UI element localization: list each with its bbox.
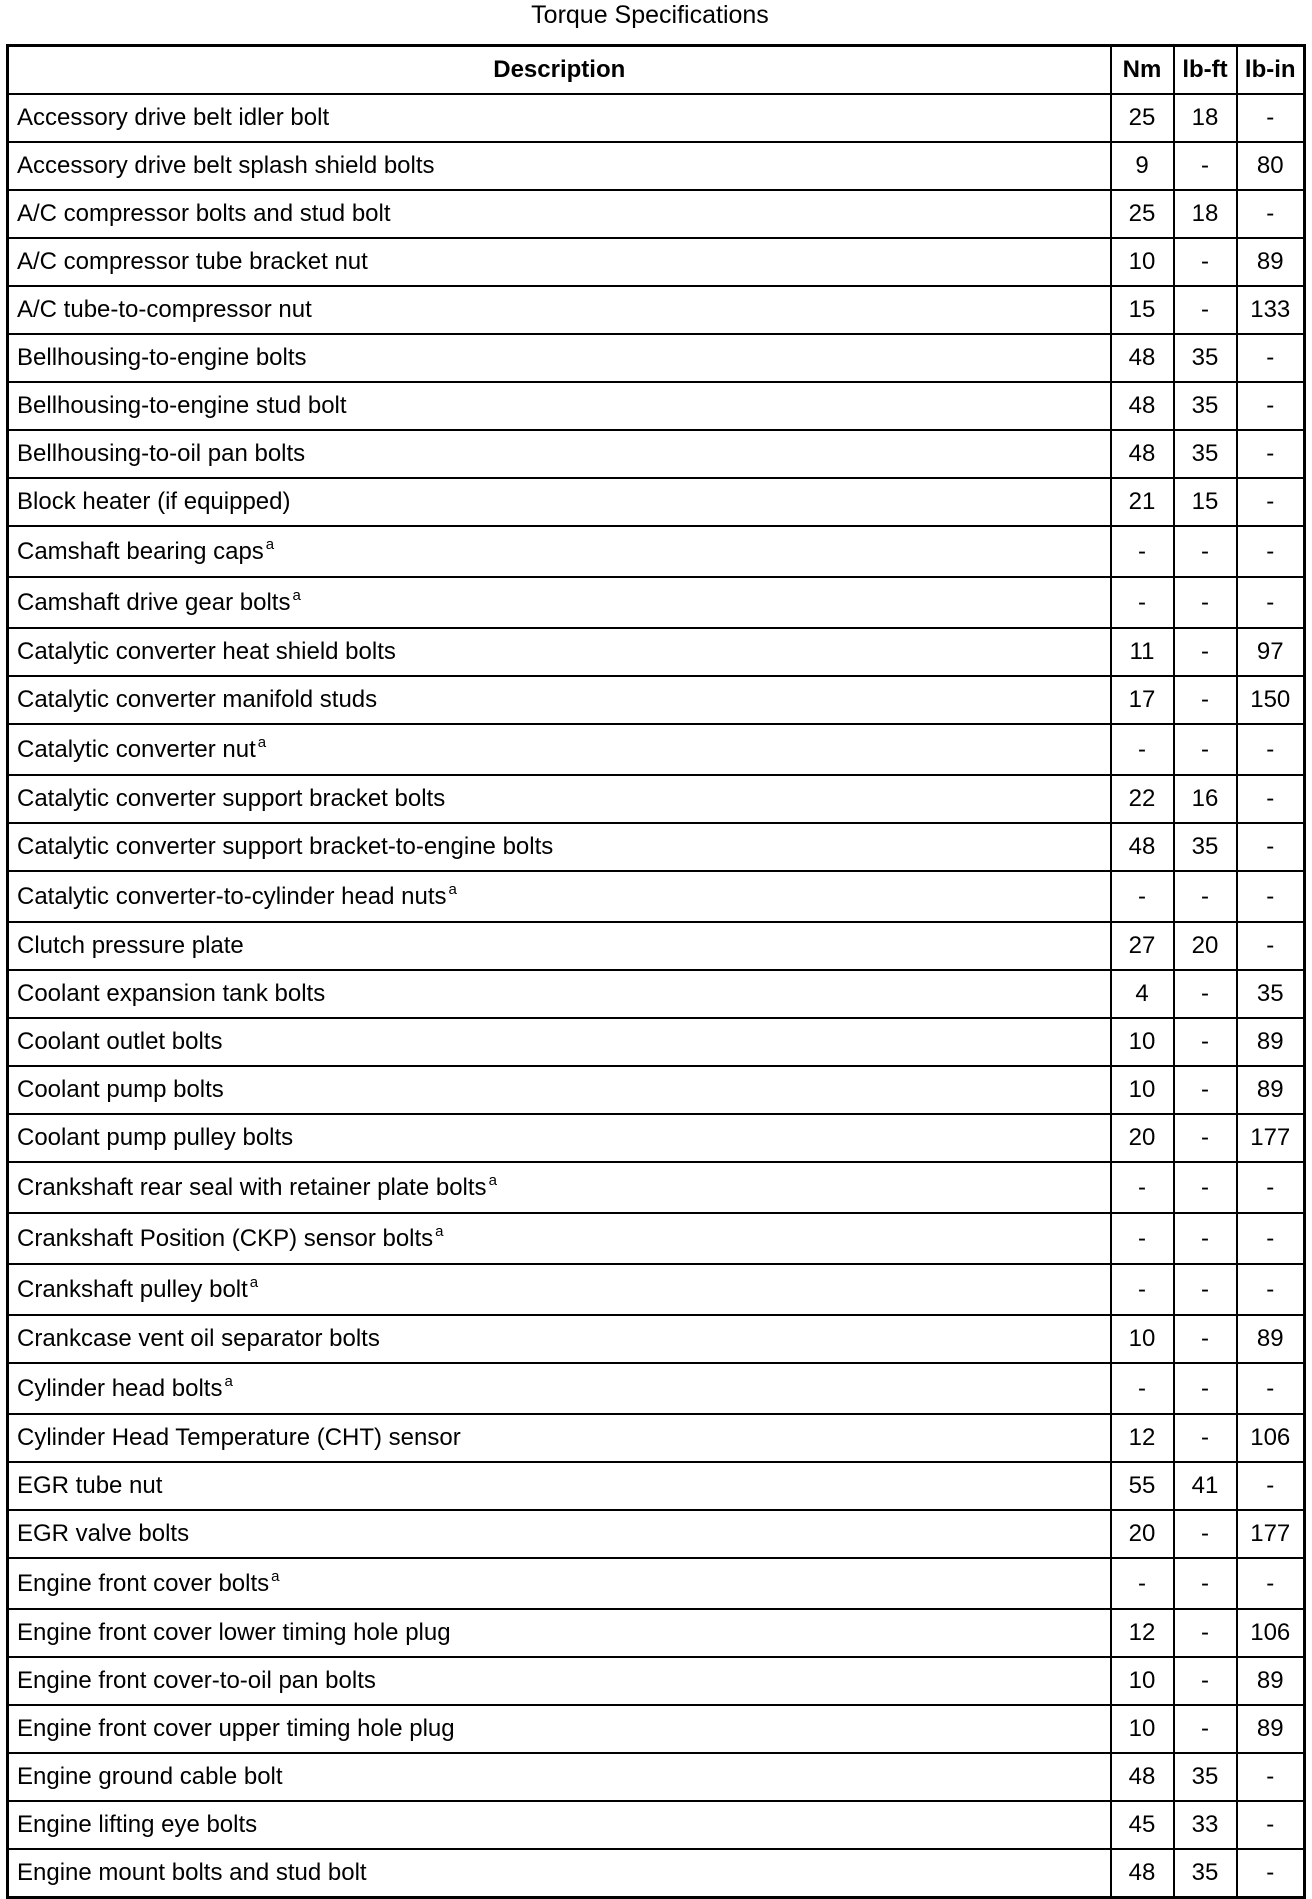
- cell-lbin: -: [1237, 1462, 1305, 1510]
- cell-lbin: -: [1237, 1363, 1305, 1414]
- description-text: Catalytic converter support bracket-to-engine bolts: [17, 833, 554, 860]
- cell-description: [8, 676, 1111, 724]
- cell-lbin: -: [1237, 190, 1305, 238]
- cell-lbft: -: [1174, 724, 1237, 775]
- cell-lbft: 33: [1174, 1801, 1237, 1849]
- cell-lbft: 35: [1174, 430, 1237, 478]
- description-text: Camshaft drive gear bolts: [17, 588, 291, 616]
- table-row: [8, 382, 1305, 430]
- cell-lbft: 35: [1174, 382, 1237, 430]
- table-row: [8, 628, 1305, 676]
- table-row: [8, 724, 1305, 775]
- description-text: Catalytic converter heat shield bolts: [17, 638, 396, 665]
- cell-nm: 4: [1111, 970, 1174, 1018]
- cell-lbft: 20: [1174, 922, 1237, 970]
- description-text: A/C compressor bolts and stud bolt: [17, 200, 391, 227]
- cell-lbft: -: [1174, 1558, 1237, 1609]
- cell-description: [8, 823, 1111, 871]
- cell-lbin: 89: [1237, 1066, 1305, 1114]
- description-text: Clutch pressure plate: [17, 932, 244, 959]
- cell-lbin: -: [1237, 823, 1305, 871]
- cell-nm: -: [1111, 526, 1174, 577]
- cell-lbin: -: [1237, 1801, 1305, 1849]
- cell-description: [8, 190, 1111, 238]
- table-row: [8, 871, 1305, 922]
- description-text: Engine front cover-to-oil pan bolts: [17, 1667, 376, 1694]
- cell-lbft: -: [1174, 970, 1237, 1018]
- table-row: [8, 286, 1305, 334]
- cell-nm: 9: [1111, 142, 1174, 190]
- description-text: Bellhousing-to-engine stud bolt: [17, 392, 347, 419]
- description-text: Crankshaft pulley bolt: [17, 1275, 248, 1303]
- table-row: [8, 577, 1305, 628]
- cell-lbft: -: [1174, 1213, 1237, 1264]
- cell-lbft: -: [1174, 1414, 1237, 1462]
- cell-nm: 55: [1111, 1462, 1174, 1510]
- cell-lbin: 133: [1237, 286, 1305, 334]
- table-row: [8, 1753, 1305, 1801]
- cell-lbft: -: [1174, 1018, 1237, 1066]
- cell-nm: -: [1111, 1264, 1174, 1315]
- cell-description: [8, 1510, 1111, 1558]
- table-row: [8, 526, 1305, 577]
- cell-nm: -: [1111, 1558, 1174, 1609]
- table-row: [8, 94, 1305, 142]
- cell-nm: 21: [1111, 478, 1174, 526]
- footnote-marker: a: [435, 1222, 444, 1240]
- cell-nm: 10: [1111, 1066, 1174, 1114]
- cell-description: [8, 1558, 1111, 1609]
- cell-lbft: -: [1174, 142, 1237, 190]
- cell-lbin: -: [1237, 1162, 1305, 1213]
- cell-lbft: 18: [1174, 94, 1237, 142]
- cell-lbin: -: [1237, 577, 1305, 628]
- cell-lbin: -: [1237, 724, 1305, 775]
- cell-lbft: 35: [1174, 1849, 1237, 1898]
- description-text: Coolant pump bolts: [17, 1076, 224, 1103]
- table-row: [8, 1705, 1305, 1753]
- cell-description: [8, 922, 1111, 970]
- table-row: [8, 190, 1305, 238]
- table-caption: Torque Specifications: [531, 1, 769, 29]
- cell-description: [8, 1018, 1111, 1066]
- cell-lbin: -: [1237, 1753, 1305, 1801]
- cell-nm: 48: [1111, 334, 1174, 382]
- table-row: [8, 1414, 1305, 1462]
- table-row: [8, 823, 1305, 871]
- cell-lbin: -: [1237, 775, 1305, 823]
- cell-lbft: 35: [1174, 823, 1237, 871]
- cell-description: [8, 1849, 1111, 1898]
- cell-lbin: -: [1237, 94, 1305, 142]
- cell-lbin: -: [1237, 1558, 1305, 1609]
- footnote-marker: a: [224, 1372, 233, 1390]
- cell-description: [8, 1609, 1111, 1657]
- footnote-marker: a: [448, 880, 457, 898]
- footnote-marker: a: [265, 535, 275, 553]
- description-text: Bellhousing-to-engine bolts: [17, 344, 307, 371]
- header-lbft: lb-ft: [1174, 46, 1237, 95]
- description-text: Catalytic converter-to-cylinder head nuts: [17, 882, 447, 910]
- cell-description: [8, 577, 1111, 628]
- description-text: Crankcase vent oil separator bolts: [17, 1325, 380, 1352]
- cell-lbft: -: [1174, 1510, 1237, 1558]
- cell-description: [8, 1315, 1111, 1363]
- cell-lbft: -: [1174, 577, 1237, 628]
- cell-lbin: 89: [1237, 238, 1305, 286]
- cell-lbin: 89: [1237, 1657, 1305, 1705]
- table-row: [8, 1558, 1305, 1609]
- cell-nm: 10: [1111, 1657, 1174, 1705]
- cell-description: [8, 1705, 1111, 1753]
- description-text: A/C tube-to-compressor nut: [17, 296, 312, 323]
- cell-lbft: 41: [1174, 1462, 1237, 1510]
- table-row: [8, 1162, 1305, 1213]
- cell-nm: 48: [1111, 382, 1174, 430]
- cell-lbin: -: [1237, 526, 1305, 577]
- description-text: Coolant expansion tank bolts: [17, 980, 326, 1007]
- table-row: [8, 1315, 1305, 1363]
- table-row: [8, 1801, 1305, 1849]
- cell-lbin: 35: [1237, 970, 1305, 1018]
- cell-lbin: -: [1237, 922, 1305, 970]
- cell-description: [8, 970, 1111, 1018]
- description-text: Engine front cover bolts: [17, 1569, 270, 1597]
- cell-nm: -: [1111, 577, 1174, 628]
- cell-nm: 20: [1111, 1114, 1174, 1162]
- cell-lbin: 177: [1237, 1114, 1305, 1162]
- cell-description: [8, 334, 1111, 382]
- description-text: Engine ground cable bolt: [17, 1763, 283, 1790]
- cell-lbft: -: [1174, 1114, 1237, 1162]
- description-text: Engine mount bolts and stud bolt: [17, 1859, 367, 1886]
- cell-lbft: 35: [1174, 334, 1237, 382]
- cell-description: [8, 142, 1111, 190]
- description-text: Engine lifting eye bolts: [17, 1811, 258, 1838]
- cell-description: [8, 724, 1111, 775]
- description-text: Crankshaft Position (CKP) sensor bolts: [17, 1224, 434, 1252]
- table-row: [8, 1213, 1305, 1264]
- cell-nm: -: [1111, 1162, 1174, 1213]
- cell-nm: -: [1111, 724, 1174, 775]
- description-text: Cylinder Head Temperature (CHT) sensor: [17, 1424, 461, 1451]
- cell-lbft: -: [1174, 1066, 1237, 1114]
- description-text: EGR tube nut: [17, 1472, 163, 1499]
- table-row: [8, 334, 1305, 382]
- description-text: Bellhousing-to-oil pan bolts: [17, 440, 306, 467]
- cell-lbin: -: [1237, 1213, 1305, 1264]
- table-row: [8, 1018, 1305, 1066]
- cell-lbin: -: [1237, 1849, 1305, 1898]
- cell-lbin: 80: [1237, 142, 1305, 190]
- cell-lbft: -: [1174, 628, 1237, 676]
- cell-lbin: 177: [1237, 1510, 1305, 1558]
- cell-description: [8, 286, 1111, 334]
- cell-description: [8, 1414, 1111, 1462]
- description-text: Crankshaft rear seal with retainer plate bolts: [17, 1173, 487, 1201]
- header-description: Description: [8, 46, 1111, 95]
- cell-lbft: -: [1174, 1162, 1237, 1213]
- cell-nm: -: [1111, 1363, 1174, 1414]
- cell-nm: 11: [1111, 628, 1174, 676]
- cell-nm: 48: [1111, 430, 1174, 478]
- cell-nm: 25: [1111, 94, 1174, 142]
- cell-nm: 45: [1111, 1801, 1174, 1849]
- cell-lbft: -: [1174, 676, 1237, 724]
- cell-lbft: -: [1174, 526, 1237, 577]
- cell-lbin: -: [1237, 430, 1305, 478]
- cell-lbft: 16: [1174, 775, 1237, 823]
- footnote-marker: a: [292, 586, 301, 604]
- table-row: [8, 1264, 1305, 1315]
- cell-nm: 15: [1111, 286, 1174, 334]
- cell-lbin: -: [1237, 1264, 1305, 1315]
- cell-nm: 22: [1111, 775, 1174, 823]
- cell-nm: 25: [1111, 190, 1174, 238]
- table-row: [8, 1657, 1305, 1705]
- table-row: [8, 142, 1305, 190]
- cell-description: [8, 382, 1111, 430]
- cell-nm: 10: [1111, 1018, 1174, 1066]
- cell-lbin: 89: [1237, 1705, 1305, 1753]
- table-row: [8, 1066, 1305, 1114]
- cell-description: [8, 1753, 1111, 1801]
- header-row: [8, 46, 1305, 95]
- cell-lbft: -: [1174, 1264, 1237, 1315]
- description-text: Accessory drive belt splash shield bolts: [17, 152, 435, 179]
- cell-description: [8, 1162, 1111, 1213]
- description-text: Block heater (if equipped): [17, 488, 291, 515]
- cell-lbft: -: [1174, 1363, 1237, 1414]
- footnote-marker: a: [271, 1567, 280, 1585]
- footnote-marker: a: [249, 1273, 259, 1291]
- cell-description: [8, 628, 1111, 676]
- cell-nm: 20: [1111, 1510, 1174, 1558]
- header-nm: Nm: [1111, 46, 1174, 95]
- torque-spec-table: [6, 44, 1306, 1899]
- table-row: [8, 676, 1305, 724]
- cell-nm: 10: [1111, 1315, 1174, 1363]
- table-row: [8, 238, 1305, 286]
- cell-nm: 27: [1111, 922, 1174, 970]
- table-row: [8, 478, 1305, 526]
- cell-nm: 48: [1111, 1849, 1174, 1898]
- cell-description: [8, 238, 1111, 286]
- cell-description: [8, 1213, 1111, 1264]
- description-text: Catalytic converter support bracket bolts: [17, 785, 446, 812]
- cell-description: [8, 1657, 1111, 1705]
- cell-lbin: 97: [1237, 628, 1305, 676]
- cell-lbft: -: [1174, 1657, 1237, 1705]
- footnote-marker: a: [488, 1171, 497, 1189]
- cell-description: [8, 871, 1111, 922]
- cell-nm: 12: [1111, 1609, 1174, 1657]
- cell-description: [8, 1114, 1111, 1162]
- cell-description: [8, 478, 1111, 526]
- cell-lbft: -: [1174, 238, 1237, 286]
- cell-description: [8, 1363, 1111, 1414]
- cell-lbin: 106: [1237, 1609, 1305, 1657]
- description-text: Engine front cover upper timing hole plug: [17, 1715, 455, 1742]
- cell-lbin: 150: [1237, 676, 1305, 724]
- table-row: [8, 1510, 1305, 1558]
- table-row: [8, 430, 1305, 478]
- description-text: Accessory drive belt idler bolt: [17, 104, 330, 131]
- cell-lbft: -: [1174, 871, 1237, 922]
- description-text: Catalytic converter nut: [17, 735, 256, 763]
- cell-description: [8, 1066, 1111, 1114]
- description-text: Engine front cover lower timing hole plug: [17, 1619, 451, 1646]
- cell-lbin: -: [1237, 478, 1305, 526]
- cell-description: [8, 1801, 1111, 1849]
- description-text: Catalytic converter manifold studs: [17, 686, 378, 713]
- cell-description: [8, 1264, 1111, 1315]
- cell-lbin: 89: [1237, 1315, 1305, 1363]
- cell-nm: -: [1111, 871, 1174, 922]
- cell-nm: 12: [1111, 1414, 1174, 1462]
- cell-lbft: 18: [1174, 190, 1237, 238]
- cell-nm: -: [1111, 1213, 1174, 1264]
- cell-description: [8, 430, 1111, 478]
- table-row: [8, 1609, 1305, 1657]
- table-row: [8, 970, 1305, 1018]
- cell-lbft: -: [1174, 1609, 1237, 1657]
- table-row: [8, 1462, 1305, 1510]
- cell-lbin: 89: [1237, 1018, 1305, 1066]
- table-row: [8, 922, 1305, 970]
- cell-description: [8, 526, 1111, 577]
- cell-nm: 10: [1111, 1705, 1174, 1753]
- description-text: Camshaft bearing caps: [17, 537, 264, 565]
- cell-lbin: -: [1237, 334, 1305, 382]
- cell-lbin: 106: [1237, 1414, 1305, 1462]
- description-text: A/C compressor tube bracket nut: [17, 248, 368, 275]
- table-row: [8, 1363, 1305, 1414]
- cell-lbft: -: [1174, 1705, 1237, 1753]
- description-text: Coolant pump pulley bolts: [17, 1124, 294, 1151]
- cell-nm: 48: [1111, 823, 1174, 871]
- description-text: EGR valve bolts: [17, 1520, 190, 1547]
- cell-nm: 17: [1111, 676, 1174, 724]
- cell-lbft: -: [1174, 1315, 1237, 1363]
- cell-description: [8, 94, 1111, 142]
- footnote-marker: a: [257, 733, 267, 751]
- table-row: [8, 1849, 1305, 1898]
- cell-lbin: -: [1237, 871, 1305, 922]
- table-row: [8, 775, 1305, 823]
- cell-lbft: -: [1174, 286, 1237, 334]
- cell-lbft: 35: [1174, 1753, 1237, 1801]
- cell-lbft: 15: [1174, 478, 1237, 526]
- table-row: [8, 1114, 1305, 1162]
- cell-lbin: -: [1237, 382, 1305, 430]
- description-text: Coolant outlet bolts: [17, 1028, 223, 1055]
- cell-description: [8, 775, 1111, 823]
- cell-nm: 48: [1111, 1753, 1174, 1801]
- cell-nm: 10: [1111, 238, 1174, 286]
- cell-description: [8, 1462, 1111, 1510]
- description-text: Cylinder head bolts: [17, 1374, 223, 1402]
- header-lbin: lb-in: [1237, 46, 1305, 95]
